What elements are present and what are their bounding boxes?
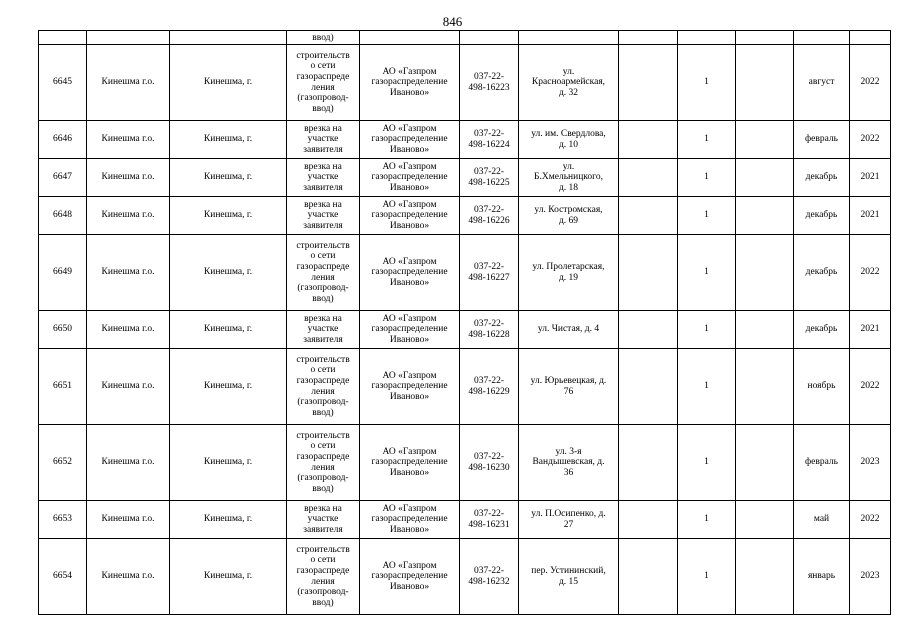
cell-locality: Кинешма, г. — [170, 159, 287, 197]
cell-locality: Кинешма, г. — [170, 197, 287, 235]
cell-request-code: 037-22- 498-16231 — [460, 501, 519, 539]
cell-empty — [619, 425, 678, 501]
table-row — [39, 539, 891, 615]
cell-work-type: врезка на участке заявителя — [287, 159, 360, 197]
cell-organization: АО «Газпром газораспределение Иваново» — [360, 311, 460, 349]
cell-work-type: строительств о сети газораспреде ления (газопровод- ввод) — [287, 349, 360, 425]
table-row — [39, 197, 891, 235]
cell-month: декабрь — [794, 197, 850, 235]
cell-empty — [736, 45, 794, 121]
cell-empty — [619, 45, 678, 121]
cell-empty — [736, 159, 794, 197]
cell-quantity: 1 — [678, 349, 736, 425]
cell-quantity: 1 — [678, 159, 736, 197]
cell-empty — [619, 197, 678, 235]
cell-empty — [619, 235, 678, 311]
cell-month: февраль — [794, 121, 850, 159]
cell-empty — [678, 31, 736, 45]
cell-district: Кинешма г.о. — [87, 159, 170, 197]
cell-district: Кинешма г.о. — [87, 197, 170, 235]
cell-year: 2021 — [850, 159, 891, 197]
cell-request-code: 037-22- 498-16232 — [460, 539, 519, 615]
cell-month: ноябрь — [794, 349, 850, 425]
cell-quantity: 1 — [678, 311, 736, 349]
cell-request-code: 037-22- 498-16228 — [460, 311, 519, 349]
cell-address: ул. Б.Хмельницкого, д. 18 — [519, 159, 619, 197]
cell-quantity: 1 — [678, 501, 736, 539]
cell-row-number: 6648 — [39, 197, 87, 235]
cell-empty — [619, 31, 678, 45]
cell-row-number: 6652 — [39, 425, 87, 501]
cell-address: ул. Юрьевецкая, д. 76 — [519, 349, 619, 425]
cell-empty — [736, 539, 794, 615]
cell-month: август — [794, 45, 850, 121]
cell-district: Кинешма г.о. — [87, 45, 170, 121]
cell-month: декабрь — [794, 311, 850, 349]
cell-organization: АО «Газпром газораспределение Иваново» — [360, 539, 460, 615]
table-row-continuation — [39, 31, 891, 45]
cell-locality: Кинешма, г. — [170, 349, 287, 425]
cell-organization: АО «Газпром газораспределение Иваново» — [360, 349, 460, 425]
table-row — [39, 311, 891, 349]
table-row — [39, 501, 891, 539]
cell-empty — [736, 121, 794, 159]
cell-year: 2023 — [850, 425, 891, 501]
cell-quantity: 1 — [678, 539, 736, 615]
cell-organization: АО «Газпром газораспределение Иваново» — [360, 121, 460, 159]
cell-month: февраль — [794, 425, 850, 501]
cell-year: 2022 — [850, 501, 891, 539]
cell-district: Кинешма г.о. — [87, 349, 170, 425]
cell-empty — [87, 31, 170, 45]
cell-quantity: 1 — [678, 197, 736, 235]
cell-work-type: ввод) — [287, 31, 360, 45]
cell-work-type: строительств о сети газораспреде ления (газопровод- ввод) — [287, 235, 360, 311]
cell-empty — [619, 349, 678, 425]
cell-organization: АО «Газпром газораспределение Иваново» — [360, 159, 460, 197]
cell-empty — [736, 197, 794, 235]
cell-empty — [736, 31, 794, 45]
cell-address: ул. П.Осипенко, д. 27 — [519, 501, 619, 539]
cell-district: Кинешма г.о. — [87, 121, 170, 159]
table-row — [39, 425, 891, 501]
cell-request-code: 037-22- 498-16224 — [460, 121, 519, 159]
cell-address: ул. Чистая, д. 4 — [519, 311, 619, 349]
table-row — [39, 349, 891, 425]
cell-work-type: врезка на участке заявителя — [287, 311, 360, 349]
cell-year: 2022 — [850, 349, 891, 425]
cell-empty — [460, 31, 519, 45]
cell-empty — [736, 311, 794, 349]
cell-organization: АО «Газпром газораспределение Иваново» — [360, 45, 460, 121]
cell-locality: Кинешма, г. — [170, 425, 287, 501]
cell-empty — [794, 31, 850, 45]
cell-empty — [619, 121, 678, 159]
cell-request-code: 037-22- 498-16226 — [460, 197, 519, 235]
cell-address: ул. Пролетарская, д. 19 — [519, 235, 619, 311]
cell-empty — [39, 31, 87, 45]
cell-locality: Кинешма, г. — [170, 235, 287, 311]
cell-work-type: врезка на участке заявителя — [287, 501, 360, 539]
cell-year: 2022 — [850, 45, 891, 121]
cell-locality: Кинешма, г. — [170, 121, 287, 159]
cell-row-number: 6649 — [39, 235, 87, 311]
cell-request-code: 037-22- 498-16225 — [460, 159, 519, 197]
cell-district: Кинешма г.о. — [87, 425, 170, 501]
cell-work-type: строительств о сети газораспреде ления (газопровод- ввод) — [287, 425, 360, 501]
cell-month: май — [794, 501, 850, 539]
cell-year: 2021 — [850, 197, 891, 235]
table-row — [39, 45, 891, 121]
cell-work-type: врезка на участке заявителя — [287, 121, 360, 159]
cell-month: декабрь — [794, 159, 850, 197]
cell-work-type: строительств о сети газораспреде ления (газопровод- ввод) — [287, 539, 360, 615]
cell-month: январь — [794, 539, 850, 615]
cell-district: Кинешма г.о. — [87, 235, 170, 311]
cell-organization: АО «Газпром газораспределение Иваново» — [360, 197, 460, 235]
cell-quantity: 1 — [678, 235, 736, 311]
cell-row-number: 6645 — [39, 45, 87, 121]
cell-locality: Кинешма, г. — [170, 45, 287, 121]
cell-empty — [360, 31, 460, 45]
cell-work-type: строительств о сети газораспреде ления (газопровод- ввод) — [287, 45, 360, 121]
cell-year: 2022 — [850, 121, 891, 159]
cell-row-number: 6646 — [39, 121, 87, 159]
cell-empty — [736, 235, 794, 311]
cell-locality: Кинешма, г. — [170, 311, 287, 349]
cell-quantity: 1 — [678, 425, 736, 501]
cell-year: 2022 — [850, 235, 891, 311]
cell-empty — [619, 501, 678, 539]
cell-empty — [619, 311, 678, 349]
cell-empty — [619, 159, 678, 197]
cell-district: Кинешма г.о. — [87, 311, 170, 349]
table-row — [39, 121, 891, 159]
cell-work-type: врезка на участке заявителя — [287, 197, 360, 235]
cell-quantity: 1 — [678, 121, 736, 159]
cell-locality: Кинешма, г. — [170, 539, 287, 615]
cell-month: декабрь — [794, 235, 850, 311]
cell-address: ул. им. Свердлова, д. 10 — [519, 121, 619, 159]
cell-row-number: 6647 — [39, 159, 87, 197]
cell-address: пер. Устининский, д. 15 — [519, 539, 619, 615]
cell-district: Кинешма г.о. — [87, 501, 170, 539]
cell-empty — [170, 31, 287, 45]
cell-empty — [619, 539, 678, 615]
cell-request-code: 037-22- 498-16223 — [460, 45, 519, 121]
cell-request-code: 037-22- 498-16230 — [460, 425, 519, 501]
cell-row-number: 6654 — [39, 539, 87, 615]
cell-empty — [736, 501, 794, 539]
cell-empty — [736, 349, 794, 425]
cell-row-number: 6653 — [39, 501, 87, 539]
cell-organization: АО «Газпром газораспределение Иваново» — [360, 425, 460, 501]
cell-organization: АО «Газпром газораспределение Иваново» — [360, 501, 460, 539]
cell-year: 2021 — [850, 311, 891, 349]
cell-row-number: 6651 — [39, 349, 87, 425]
cell-year: 2023 — [850, 539, 891, 615]
cell-request-code: 037-22- 498-16229 — [460, 349, 519, 425]
table-row — [39, 159, 891, 197]
cell-empty — [519, 31, 619, 45]
cell-empty — [736, 425, 794, 501]
cell-locality: Кинешма, г. — [170, 501, 287, 539]
page-number: 846 — [442, 14, 463, 29]
table-body — [39, 31, 891, 615]
cell-row-number: 6650 — [39, 311, 87, 349]
cell-address: ул. Красноармейская, д. 32 — [519, 45, 619, 121]
cell-empty — [850, 31, 891, 45]
cell-district: Кинешма г.о. — [87, 539, 170, 615]
table-row — [39, 235, 891, 311]
cell-address: ул. Костромская, д. 69 — [519, 197, 619, 235]
data-table — [38, 30, 891, 615]
cell-address: ул. 3-я Вандышевская, д. 36 — [519, 425, 619, 501]
cell-organization: АО «Газпром газораспределение Иваново» — [360, 235, 460, 311]
cell-request-code: 037-22- 498-16227 — [460, 235, 519, 311]
cell-quantity: 1 — [678, 45, 736, 121]
